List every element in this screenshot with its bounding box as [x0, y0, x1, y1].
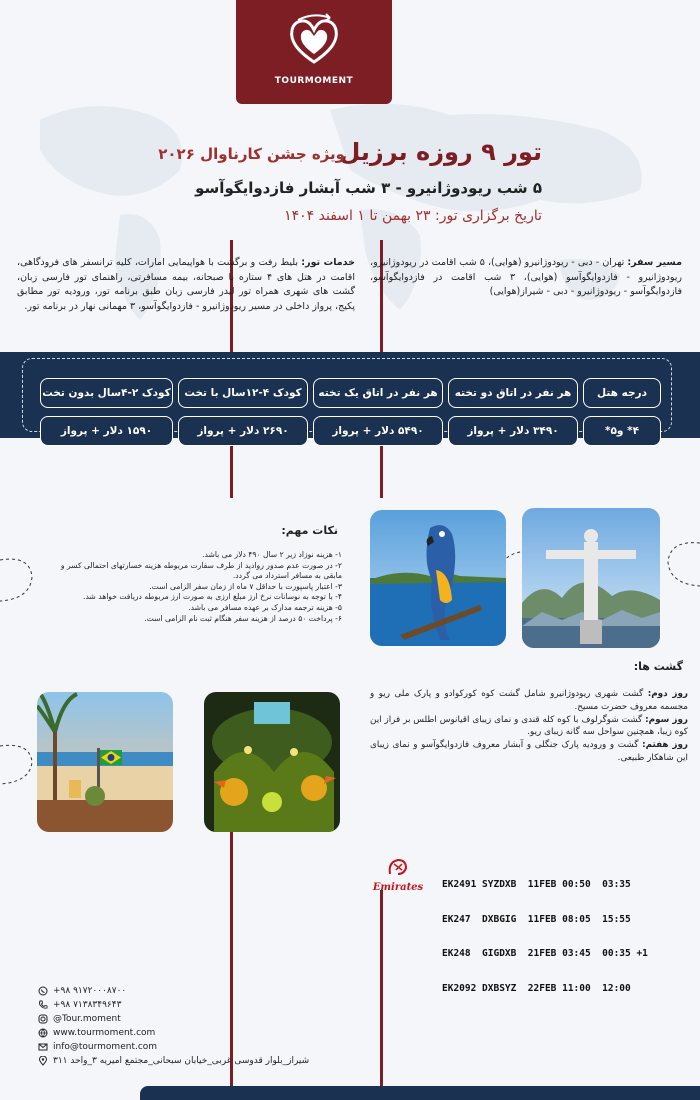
contact-instagram[interactable]	[38, 1014, 121, 1024]
value-single-room: ۵۴۹۰ دلار + پرواز	[313, 416, 443, 446]
services-label: خدمات تور:	[301, 257, 356, 268]
emirates-emblem-icon	[384, 856, 412, 878]
header-double-room: هر نفر در اتاق دو تخته	[448, 378, 578, 408]
contact-email[interactable]	[38, 1042, 157, 1052]
header-child-with-bed: کودک ۴-۱۲سال با تخت	[178, 378, 308, 408]
macaw-photo	[370, 510, 506, 646]
contact-address	[38, 1056, 309, 1066]
tour-title: تور ۹ روزه برزیل	[339, 138, 542, 166]
tours-list	[370, 688, 688, 765]
dashed-curve-left-lower	[0, 742, 40, 787]
notes-title: نکات مهم:	[281, 524, 338, 537]
flight-row: EK248 GIGDXB 21FEB 03:45 00:35 +1	[442, 948, 648, 959]
flight-row: EK247 DXBGIG 11FEB 08:05 15:55	[442, 913, 631, 925]
note-item: ۳- اعتبار پاسپورت با حداقل ۷ ماه از زمان سفر الزامی است.	[149, 581, 342, 591]
heart-logo-icon	[284, 10, 344, 70]
location-pin-icon	[38, 1056, 48, 1066]
mail-icon	[38, 1042, 48, 1052]
tour-day-label: روز دوم:	[647, 689, 689, 699]
header-hotel-grade: درجه هتل	[583, 378, 661, 408]
tour-day-item	[370, 714, 688, 740]
tours-title: گشت ها:	[633, 660, 683, 673]
services-text: بلیط رفت و برگشت با هواپیمایی امارات، کلیه ترانسفر های فرودگاهی، اقامت در هتل های ۴ ستاره با صبحانه، بیمه مسافرتی، راهنمای تور فارسی زبان، گشت های شهری همراه تور لیدر فارسی زبان طبق برنامه تور، ورودیه تور مطابق پکیج، پرواز داخلی در مسیر ریودوژانیرو - فازدوایگوآسو، ۳ مهمانی نهار در برنامه تور.	[17, 257, 355, 312]
website-text: www.tourmoment.com	[53, 1028, 156, 1038]
services-paragraph	[17, 256, 355, 314]
header-single-room: هر نفر در اتاق یک تخته	[313, 378, 443, 408]
phone-icon	[38, 1000, 48, 1010]
footer-band	[140, 1086, 700, 1100]
tour-day-item	[370, 739, 688, 765]
christ-redeemer-photo	[522, 508, 660, 648]
contact-phone-office[interactable]	[38, 1000, 121, 1010]
note-item: ۲- در صورت عدم صدور روادید از طرف سفارت مربوطه هزینه خسارتهای احتمالی کسر و مابقی به مسافر استرداد می گردد.	[60, 560, 342, 581]
note-item: ۵- هزینه ترجمه مدارک بر عهده مسافر می باشد.	[188, 602, 342, 612]
email-text: info@tourmoment.com	[53, 1042, 158, 1052]
decor-line-right-mid	[380, 438, 383, 498]
beach-photo	[37, 692, 173, 832]
decor-line-left-mid	[230, 438, 233, 498]
tour-day-text: گشت شهری ریودوژانیرو شامل گشت کوه کورکوادو و پارک ملی ریو و مجسمه معروف حضرت مسیح.	[370, 689, 688, 712]
emirates-name: Emirates	[372, 882, 424, 893]
instagram-icon	[38, 1014, 48, 1024]
price-table	[0, 352, 700, 438]
dashed-curve-left-upper	[0, 555, 40, 605]
note-item: ۶- پرداخت ۵۰ درصد از هزینه سفر هنگام ثبت نام الزامی است.	[144, 613, 342, 623]
instagram-text: @Tour.moment	[53, 1014, 121, 1024]
flight-row: EK2491 SYZDXB 11FEB 00:50 03:35	[442, 879, 631, 890]
tour-title-sub: ویژه جشن کارناوال ۲۰۲۶	[158, 145, 345, 163]
contact-website[interactable]	[38, 1028, 155, 1038]
carnival-photo	[204, 692, 340, 832]
tour-subtitle: ۵ شب ریودوژانیرو - ۳ شب آبشار فازدوایگوآسو	[195, 179, 542, 197]
route-text: تهران - دبی - ریودوژانیرو (هوایی)، ۵ شب اقامت در ریودوژانیرو، ریودوژانیرو - فازدوایگوآسو (هوایی)، ۳ شب اقامت در فازدوایگوآسو، فازدوایگوآسو - ریودوژانیرو - دبی - شیراز(هوایی)	[370, 257, 682, 297]
value-hotel-grade: ۴* و۵*	[583, 416, 661, 446]
value-double-room: ۳۴۹۰ دلار + پرواز	[448, 416, 578, 446]
contact-phone-mobile[interactable]	[38, 986, 126, 996]
phone-office-text: +۹۸ ۷۱۳۸۳۴۹۶۴۳	[53, 1000, 122, 1010]
route-label: مسیر سفر:	[627, 257, 682, 268]
phone-mobile-text: +۹۸ ۹۱۷۲۰۰۰۸۷۰۰	[53, 986, 127, 996]
notes-list	[40, 550, 342, 624]
decor-line-left-lower	[230, 830, 233, 1086]
flight-schedule	[442, 856, 648, 1006]
decor-line-right-lower	[380, 890, 383, 1086]
tour-dates: تاریخ برگزاری تور: ۲۳ بهمن تا ۱ اسفند ۱۴۰۴	[284, 208, 542, 224]
brand-logo-block	[236, 0, 392, 104]
note-item: ۱- هزینه نوزاد زیر ۲ سال ۴۹۰ دلار می باشد.	[202, 550, 342, 559]
tour-day-item	[370, 688, 688, 714]
tour-day-text: گشت و ورودیه پارک جنگلی و آبشار معروف فازدوایگوآسو و نمای زیبای این شاهکار طبیعی.	[370, 740, 688, 763]
header-child-no-bed: کودک ۲-۴سال بدون تخت	[40, 378, 173, 408]
value-child-with-bed: ۲۶۹۰ دلار + پرواز	[178, 416, 308, 446]
dashed-curve-right-upper	[665, 540, 700, 590]
tour-day-label: روز سوم:	[645, 714, 688, 725]
flight-row: EK2092 DXBSYZ 22FEB 11:00 12:00	[442, 982, 631, 994]
tour-day-text: گشت شوگرلوف با کوه کله قندی و نمای زیبای اقیانوس اطلس بر فراز این کوه زیبا، همچنین سواحل سه گانه زیبای ریو.	[370, 714, 688, 738]
value-child-no-bed: ۱۵۹۰ دلار + پرواز	[40, 416, 173, 446]
globe-icon	[38, 1028, 48, 1038]
route-paragraph	[370, 256, 682, 300]
emirates-logo	[368, 856, 428, 893]
brand-name: TOURMOMENT	[274, 76, 354, 86]
tour-day-label: روز هفتم:	[642, 740, 688, 751]
whatsapp-icon	[38, 986, 48, 996]
note-item: ۴- با توجه به نوسانات نرخ ارز مبلغ ارزی به صورت ارز مربوطه دریافت خواهد شد.	[83, 592, 342, 602]
address-text: شیراز_بلوار قدوسی غربی_خیابان سبحانی_مجتمع امیریه ۳_واحد ۳۱۱	[53, 1056, 310, 1066]
